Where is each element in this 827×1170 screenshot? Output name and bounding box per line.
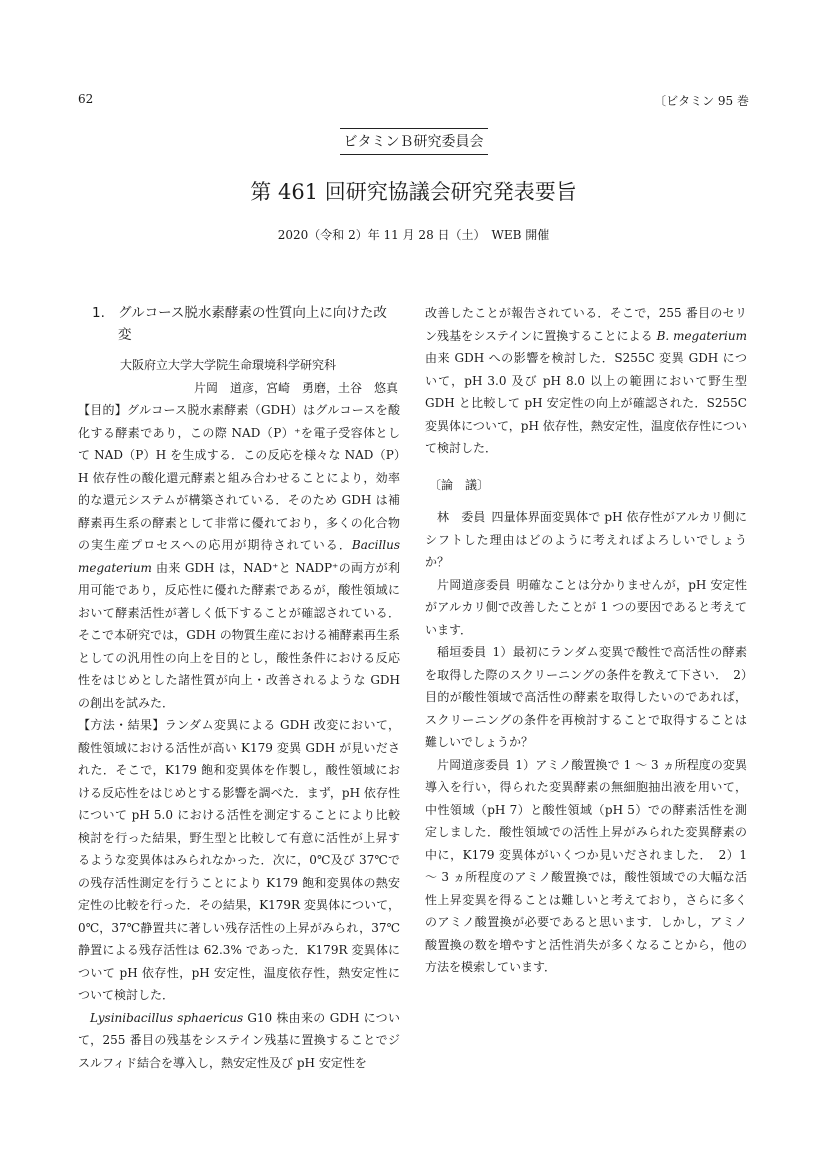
left-column	[78, 302, 400, 1074]
speaker-text: 1）アミノ酸置換で 1 ～ 3 ヵ所程度の変異導入を行い，得られた変異酵素の無細胞抽出液を用いて，中性領域（pH 7）と酸性領域（pH 5）での酵素活性を測定しました．酸性領域での活性上昇がみられた変異酵素の中に，K179 変異体がいくつか見いだされました． 2）1 ～ 3 ヵ所程度のアミノ酸置換では，酸性領域での大幅な活性上昇変異を得ることは難しいと考えており，さらに多くのアミノ酸置換が必要であると思います．しかし，アミノ酸置換の数を増やすと活性消失が多くなることから，他の方法を模索しています．	[425, 757, 747, 974]
presentation-title	[78, 302, 400, 346]
purpose-text-1: グルコース脱水素酵素（GDH）はグルコースを酸化する酵素であり，この際 NAD（P）⁺を電子受容体として NAD（P）H を生成する．この反応を様々な NAD（P）H 依存性の酸化還元酵素と組み合わせることにより，効率的な還元システムが構築されている．そのため GDH は補酵素再生系の酵素として非常に優れており，多くの化合物の実生産プロセスへの応用が期待されている．	[78, 403, 400, 552]
committee-name: ビタミンＢ研究委員会	[340, 128, 488, 155]
page-title: 第 461 回研究協議会研究発表要旨	[250, 180, 577, 204]
journal-header: 〔ビタミン 95 巻	[654, 94, 749, 108]
right-text-1: 改善したことが報告されている．そこで，255 番目のセリン残基をシステインに置換することによる	[425, 306, 747, 343]
continued-paragraph	[425, 302, 747, 460]
speaker-name: 林 委員	[437, 510, 486, 524]
right-species: B. megaterium	[656, 328, 747, 343]
methods-label: 【方法・結果】	[78, 718, 165, 732]
page-number: 62	[78, 92, 94, 106]
affiliation: 大阪府立大学大学院生命環境科学研究科	[120, 358, 337, 372]
purpose-label: 【目的】	[78, 403, 128, 417]
item-title-text: グルコース脱水素酵素の性質向上に向けた改変	[118, 305, 387, 343]
speaker-name: 稲垣委員	[437, 645, 487, 659]
discussion-entry	[425, 754, 747, 979]
speaker-name: 片岡道彦委員	[437, 577, 511, 592]
lysini-species: Lysinibacillus sphaericus	[90, 1010, 244, 1025]
purpose-text-2: 由来 GDH は，NAD⁺と NADP⁺の両方が利用可能であり，反応性に優れた酵素であるが，酸性領域において酵素活性が著しく低下することが確認されている．そこで本研究では，GDH の物質生産における補酵素再生系としての汎用性の向上を目的とし，酸性条件における反応性をはじめとした諸性質が向上・改善されるような GDH の創出を試みた．	[78, 560, 400, 710]
committee-banner	[0, 128, 827, 155]
speaker-name: 片岡道彦委員	[437, 757, 510, 772]
purpose-species: Bacillus megaterium	[78, 538, 400, 575]
discussion-entry	[425, 641, 747, 754]
methods-text: ランダム変異による GDH 改変において，酸性領域における活性が高い K179 変異 GDH が見いだされた．そこで，K179 飽和変異体を作製し，酸性領域における反応性をはじめとする影響を調べた．まず，pH 依存性について pH 5.0 における活性を測定することにより比較検討を行った結果，野生型と比較して有意に活性が上昇するような変異体はみられなかった．次に，0℃及び 37℃での残存活性測定を行うことにより K179 飽和変異体の熱安定性の比較を行った．その結果，K179R 変異体について，0℃，37℃静置共に著しい残存活性の上昇がみられ，37℃静置による残存活性は 62.3% であった．K179R 変異体について pH 依存性，pH 安定性，温度依存性，熱安定性について検討した．	[78, 718, 400, 1002]
lysini-text: G10 株由来の GDH について，255 番目の残基をシステイン残基に置換することでジスルフィド結合を導入し，熱安定性及び pH 安定性を	[78, 1010, 400, 1070]
item-number: 1.	[92, 305, 105, 321]
lysini-paragraph	[78, 1007, 400, 1075]
discussion-entry	[425, 574, 747, 642]
meeting-date: 2020（令和 2）年 11 月 28 日（土） WEB 開催	[277, 228, 550, 242]
purpose-paragraph	[78, 399, 400, 714]
right-column	[425, 302, 747, 979]
speaker-text: 1）最初にランダム変異で酸性で高活性の酵素を取得した際のスクリーニングの条件を教えて下さい． 2）目的が酸性領域で高活性の酵素を取得したいのであれば，スクリーニングの条件を再検討することで取得することは難しいでしょうか？	[425, 645, 747, 749]
discussion-entry	[425, 506, 747, 574]
right-text-2: 由来 GDH への影響を検討した．S255C 変異 GDH について，pH 3.0 及び pH 8.0 以上の範囲において野生型 GDH と比較して pH 安定性の向上が確認された．S255C 変異体について，pH 依存性，熱安定性，温度依存性について検討した．	[425, 351, 747, 455]
speaker-text: 明確なことは分かりませんが，pH 安定性がアルカリ側で改善したことが 1 つの要因であると考えています．	[425, 577, 747, 637]
speaker-text: 四量体界面変異体で pH 依存性がアルカリ側にシフトした理由はどのように考えればよろしいでしょうか？	[425, 510, 747, 569]
discussion-heading: 〔論 議〕	[429, 477, 490, 492]
methods-paragraph	[78, 714, 400, 1007]
authors: 片岡 道彦，宮崎 勇磨，土谷 悠真	[193, 380, 398, 395]
